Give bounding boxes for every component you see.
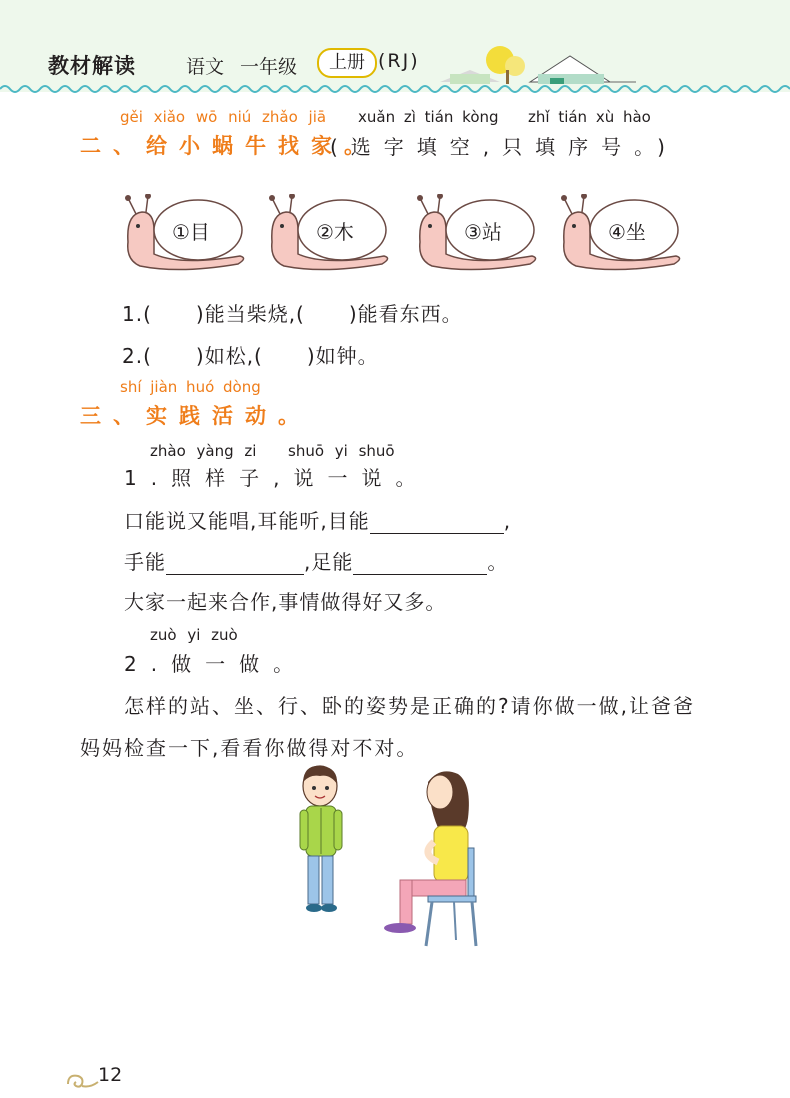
section2-instruction: (选字填空,只填序号。) <box>330 135 678 159</box>
section2-title: 二、给小蜗牛找家。 <box>80 134 377 158</box>
section2-note-pinyin-1: xuǎn zì tián kòng <box>358 108 499 126</box>
q1-number: 1.( <box>122 302 152 326</box>
snail-label-3: ③站 <box>464 220 502 244</box>
section3-title: 三、实践活动。 <box>80 404 311 428</box>
question-2 <box>122 340 379 369</box>
paragraph-line-1: 怎样的站、坐、行、卧的姿势是正确的?请你做一做,让爸爸 <box>124 694 695 718</box>
subject-label: 语文 <box>186 56 225 78</box>
paragraph-line-2: 妈妈检查一下,看看你做得对不对。 <box>80 736 419 760</box>
q2-number: 2.( <box>122 344 152 368</box>
page-number: 12 <box>98 1064 123 1086</box>
book-title: 教材解读 <box>48 54 136 78</box>
line2-blank-2[interactable] <box>353 552 487 575</box>
line2-end: 。 <box>487 550 509 574</box>
line2-blank-1[interactable] <box>166 552 304 575</box>
line1-end: , <box>503 509 512 533</box>
snail-swirl-icon <box>64 1070 100 1092</box>
snail-card-1 <box>120 194 250 278</box>
line-3: 大家一起来合作,事情做得好又多。 <box>124 590 447 614</box>
grade-label: 一年级 <box>240 56 298 78</box>
q2-middle: )如松,( <box>195 344 263 368</box>
woman-figure <box>384 771 476 946</box>
q1-end: )能看东西。 <box>348 302 463 326</box>
question-1 <box>122 298 463 327</box>
q1-middle: )能当柴烧,( <box>195 302 305 326</box>
posture-illustration <box>290 762 500 952</box>
line2-b: ,足能 <box>304 550 354 574</box>
section2-note-pinyin-2: zhǐ tián xù hào <box>528 108 651 126</box>
section2-title-pinyin: gěi xiǎo wō niú zhǎo jiā <box>120 108 327 126</box>
line2-a: 手能 <box>124 550 166 574</box>
snail-label-2: ②木 <box>316 220 354 244</box>
snail-card-2 <box>264 194 394 278</box>
item1-pinyin-2: shuō yi shuō <box>288 442 395 460</box>
line-2 <box>124 546 508 575</box>
snail-card-4 <box>556 194 686 278</box>
item2-pinyin: zuò yi zuò <box>150 626 238 644</box>
boy-figure <box>300 766 342 912</box>
header-wave-border <box>0 82 790 96</box>
section3-title-pinyin: shí jiàn huó dòng <box>120 378 261 396</box>
line1-text: 口能说又能唱,耳能听,目能 <box>124 509 370 533</box>
edition-label: (RJ) <box>378 50 420 72</box>
line1-blank[interactable] <box>370 511 504 534</box>
item1-title: 1.照样子,说一说。 <box>124 466 430 490</box>
q2-end: )如钟。 <box>306 344 379 368</box>
snail-label-1: ①目 <box>172 220 210 244</box>
snail-card-3 <box>412 194 542 278</box>
volume-badge: 上册 <box>317 48 377 78</box>
snail-label-4: ④坐 <box>608 220 646 244</box>
item1-pinyin-1: zhào yàng zi <box>150 442 257 460</box>
item2-title: 2.做一做。 <box>124 652 308 676</box>
line-1 <box>124 505 511 534</box>
